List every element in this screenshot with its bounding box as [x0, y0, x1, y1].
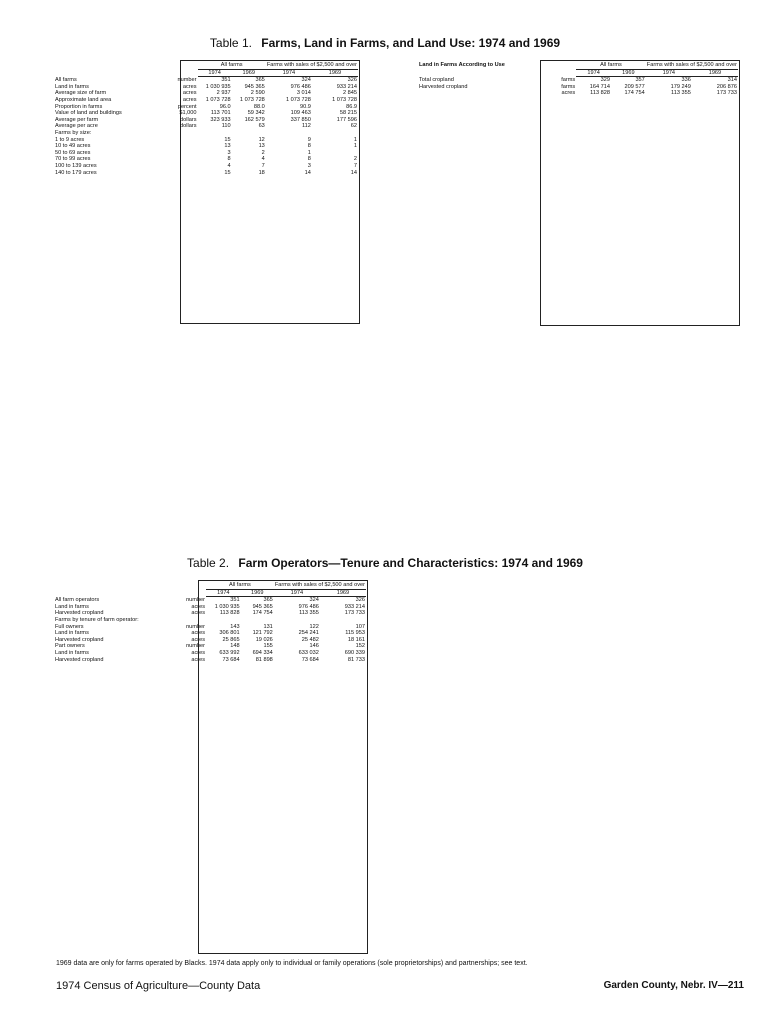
table-row: [418, 84, 738, 91]
row-value: 121 792: [252, 630, 273, 637]
row-value: 314: [727, 77, 737, 84]
row-value: 174 754: [624, 90, 645, 97]
table-row: [54, 110, 358, 117]
row-value: 1 030 935: [214, 603, 240, 610]
row-value: 324: [309, 597, 319, 604]
row-value: [312, 130, 358, 137]
table1-number: Table 1.: [209, 36, 252, 50]
table1-year-1969b: 1969: [312, 69, 358, 77]
table1-title: Farms, Land in Farms, and Land Use: 1974 and 1969: [261, 36, 561, 50]
row-value: 7: [261, 162, 265, 169]
row-value: 357: [635, 77, 645, 84]
table1-left: [54, 62, 358, 176]
row-label: 70 to 99 acres: [55, 156, 91, 163]
row-value: 976 486: [290, 83, 311, 90]
row-value: 2: [353, 156, 357, 163]
row-unit: acres: [182, 96, 197, 103]
row-value: 254 241: [298, 630, 319, 637]
row-value: 152: [355, 643, 365, 650]
table-row: [54, 117, 358, 124]
row-value: 148: [230, 643, 240, 650]
row-value: 1: [353, 136, 357, 143]
table-row: [54, 150, 358, 157]
table-row: [54, 77, 358, 84]
row-label: Total cropland: [419, 76, 454, 83]
row-value: 336: [681, 77, 691, 84]
row-unit: farms: [561, 83, 576, 90]
row-value: [198, 130, 232, 137]
row-value: 365: [263, 597, 273, 604]
row-value: 365: [255, 77, 265, 84]
row-unit: acres: [561, 90, 576, 97]
row-label: Value of land and buildings: [55, 110, 122, 117]
row-unit: acres: [182, 83, 197, 90]
row-label: Harvested cropland: [55, 656, 104, 663]
row-unit: dollars: [180, 123, 197, 130]
row-value: 209 577: [624, 83, 645, 90]
row-unit: $1,000: [179, 110, 197, 117]
row-value: [266, 130, 312, 137]
row-label: Land in farms: [55, 630, 89, 637]
row-label: Part owners: [55, 643, 85, 650]
table1-right-head-all: All farms: [576, 62, 646, 69]
row-unit: acres: [191, 656, 206, 663]
row-label: Harvested cropland: [419, 83, 468, 90]
row-label: Average per farm: [55, 116, 99, 123]
row-value: 12: [258, 136, 265, 143]
row-value: 206 876: [716, 83, 737, 90]
row-value: 1 073 728: [205, 96, 231, 103]
table2-year-1974b: 1974: [274, 589, 320, 597]
table2-year-1969: 1969: [241, 589, 274, 597]
row-value: 113 828: [590, 90, 610, 97]
row-unit: acres: [191, 610, 206, 617]
table-row: [54, 610, 366, 617]
footnote: 1969 data are only for farms operated by Blacks. 1974 data apply only to individual or family operations (sole proprietorships) and partnerships; see text.: [56, 960, 528, 967]
row-label: Land in farms: [55, 83, 89, 90]
row-label: 100 to 139 acres: [55, 162, 97, 169]
table1-head-sales: Farms with sales of $2,500 and over: [266, 62, 357, 68]
row-value: 351: [230, 597, 240, 604]
row-value: [274, 617, 320, 624]
row-value: 177 596: [336, 116, 357, 123]
table1-head-all: All farms: [198, 62, 266, 69]
row-label: Farms by tenure of farm operator:: [55, 616, 139, 623]
table2-year-1969b: 1969: [320, 589, 366, 597]
row-value: 2 845: [343, 90, 357, 97]
table-row: [54, 643, 366, 650]
row-value: 164 714: [589, 83, 610, 90]
row-value: 306 801: [219, 630, 240, 637]
table2-year-1974: 1974: [206, 589, 241, 597]
row-value: 15: [224, 136, 231, 143]
row-value: 633 992: [219, 649, 240, 656]
row-value: 81 898: [255, 656, 273, 663]
table-row: [418, 90, 738, 97]
row-unit: [163, 130, 198, 137]
row-value: 179 249: [670, 83, 691, 90]
row-value: 113 828: [219, 610, 240, 617]
row-value: 18: [258, 169, 265, 176]
row-value: 110: [221, 123, 231, 130]
table-row: [54, 163, 358, 170]
row-value: 113 355: [299, 610, 319, 617]
row-value: 323 933: [210, 116, 231, 123]
table-row: [54, 104, 358, 111]
footer-left: 1974 Census of Agriculture—County Data: [56, 980, 261, 992]
row-value: 13: [258, 143, 265, 150]
table-row: [54, 170, 358, 177]
row-value: 146: [309, 643, 319, 650]
row-value: 329: [600, 77, 610, 84]
row-value: 945 365: [252, 603, 273, 610]
row-value: 109 463: [290, 110, 311, 117]
row-label: All farms: [55, 76, 77, 83]
table-row: [54, 597, 366, 604]
row-value: 4: [227, 162, 231, 169]
table-row: [54, 650, 366, 657]
table-row: [54, 130, 358, 137]
row-value: 18 161: [347, 636, 365, 643]
table1-right-year-1974b: 1974: [646, 69, 692, 77]
row-label: Harvested cropland: [55, 610, 104, 617]
row-value: [312, 150, 358, 157]
table-row: [54, 84, 358, 91]
table2-head-all: All farms: [206, 582, 274, 589]
row-value: 326: [347, 77, 357, 84]
row-value: 19 026: [255, 636, 273, 643]
row-unit: number: [186, 623, 206, 630]
table2-number: Table 2.: [187, 556, 230, 570]
footer-right: Garden County, Nebr. IV—211: [603, 980, 744, 991]
row-unit: number: [177, 76, 197, 83]
row-label: All farm operators: [55, 596, 100, 603]
row-value: 1 030 935: [205, 83, 231, 90]
row-unit: percent: [177, 103, 197, 110]
table2-head-sales: Farms with sales of $2,500 and over: [274, 582, 365, 588]
row-label: 10 to 49 acres: [55, 143, 91, 150]
row-value: 3: [227, 149, 231, 156]
row-value: 13: [224, 143, 231, 150]
row-value: 976 486: [298, 603, 319, 610]
table2-left: [54, 582, 366, 663]
table1-right: [418, 62, 738, 97]
row-value: 351: [221, 77, 231, 84]
row-value: 113 701: [210, 110, 231, 117]
row-value: 2 937: [216, 90, 231, 97]
table1-year-1974: 1974: [198, 69, 232, 77]
table1-right-label: Land in Farms According to Use: [419, 62, 505, 68]
row-label: Farms by size:: [55, 129, 92, 136]
row-unit: acres: [191, 603, 206, 610]
row-value: 694 334: [252, 649, 273, 656]
row-value: 90.9: [299, 103, 311, 110]
row-unit: [163, 170, 198, 177]
table-row: [54, 637, 366, 644]
row-value: 86.9: [346, 103, 357, 110]
row-value: 112: [301, 123, 311, 130]
table-row: [54, 657, 366, 664]
row-value: 690 339: [344, 649, 365, 656]
row-value: 59 342: [247, 110, 265, 117]
row-value: 96.0: [219, 103, 231, 110]
row-value: 122: [309, 623, 319, 630]
table-row: [54, 624, 366, 631]
row-unit: acres: [191, 649, 206, 656]
row-unit: number: [186, 596, 206, 603]
row-value: 933 214: [336, 83, 357, 90]
row-value: 1 073 728: [332, 96, 357, 103]
row-value: 143: [230, 623, 240, 630]
row-value: 58 215: [339, 110, 357, 117]
row-value: 62: [350, 123, 357, 130]
row-unit: [163, 156, 198, 163]
row-label: [418, 90, 539, 97]
row-label: Approximate land area: [55, 96, 112, 103]
row-unit: dollars: [180, 116, 197, 123]
row-value: 1 073 728: [285, 96, 311, 103]
row-value: 1: [307, 149, 311, 156]
row-value: [241, 617, 274, 624]
row-value: 131: [263, 623, 273, 630]
row-value: 945 365: [244, 83, 265, 90]
table1-right-frame: [540, 60, 740, 326]
table1-right-year-1969b: 1969: [692, 69, 738, 77]
row-value: 63: [258, 123, 265, 130]
row-value: 326: [355, 597, 365, 604]
row-value: [206, 617, 241, 624]
row-value: 14: [304, 169, 311, 176]
table-row: [54, 90, 358, 97]
row-value: 15: [224, 169, 231, 176]
table-row: [54, 604, 366, 611]
row-value: 2 590: [250, 90, 265, 97]
table2-heading: [0, 556, 770, 570]
row-unit: [163, 150, 198, 157]
row-value: 25 865: [222, 636, 240, 643]
row-value: 4: [261, 156, 265, 163]
row-value: 115 953: [345, 630, 365, 637]
row-value: 8: [307, 143, 311, 150]
row-value: 324: [301, 77, 311, 84]
row-unit: [170, 617, 206, 624]
row-label: 1 to 9 acres: [55, 136, 85, 143]
table-row: [418, 77, 738, 84]
table1-year-1974b: 1974: [266, 69, 312, 77]
row-label: 50 to 69 acres: [55, 149, 91, 156]
row-label: Land in farms: [55, 603, 89, 610]
table-row: [54, 143, 358, 150]
row-value: 8: [227, 156, 231, 163]
row-value: 3: [307, 162, 311, 169]
row-value: 14: [350, 169, 357, 176]
row-value: 173 733: [344, 610, 365, 617]
table-row: [54, 617, 366, 624]
table1-heading: [0, 36, 770, 50]
row-value: 2: [261, 149, 265, 156]
row-label: Harvested cropland: [55, 636, 104, 643]
row-unit: [163, 163, 198, 170]
row-value: 81 733: [347, 656, 365, 663]
row-value: 9: [307, 136, 311, 143]
row-value: 107: [355, 623, 365, 630]
table1-right-head-sales: Farms with sales of $2,500 and over: [646, 62, 737, 68]
row-value: 3 014: [296, 90, 311, 97]
row-value: [320, 617, 366, 624]
row-label: Land in farms: [55, 649, 89, 656]
row-unit: farms: [561, 76, 576, 83]
row-unit: [163, 143, 198, 150]
table-row: [54, 630, 366, 637]
row-value: 174 754: [252, 610, 273, 617]
row-value: 88.0: [253, 103, 265, 110]
table-row: [54, 156, 358, 163]
row-value: [232, 130, 266, 137]
row-unit: acres: [191, 636, 206, 643]
row-value: 933 214: [344, 603, 365, 610]
row-value: 173 733: [716, 90, 737, 97]
table1-right-year-1974: 1974: [576, 69, 611, 77]
row-unit: acres: [191, 630, 206, 637]
row-value: 162 579: [244, 116, 265, 123]
row-value: 155: [263, 643, 273, 650]
row-value: 633 032: [298, 649, 319, 656]
table2-title: Farm Operators—Tenure and Characteristics: 1974 and 1969: [238, 556, 583, 570]
row-label: Proportion in farms: [55, 103, 103, 110]
row-value: 73 684: [301, 656, 319, 663]
row-value: 1: [353, 143, 357, 150]
row-unit: [163, 137, 198, 144]
row-value: 25 482: [301, 636, 319, 643]
row-label: Full owners: [55, 623, 84, 630]
row-unit: acres: [182, 90, 197, 97]
row-value: 113 355: [671, 90, 691, 97]
row-unit: number: [186, 643, 206, 650]
row-value: 7: [353, 162, 357, 169]
table-row: [54, 123, 358, 130]
row-value: 1 073 728: [239, 96, 265, 103]
row-value: 73 684: [222, 656, 240, 663]
table-row: [54, 97, 358, 104]
table-row: [54, 137, 358, 144]
row-label: Average size of farm: [55, 90, 107, 97]
row-label: Average per acre: [55, 123, 98, 130]
table1-year-1969: 1969: [232, 69, 266, 77]
row-value: 337 850: [290, 116, 311, 123]
table1-right-year-1969: 1969: [611, 69, 646, 77]
row-label: 140 to 179 acres: [55, 169, 97, 176]
row-value: 8: [307, 156, 311, 163]
